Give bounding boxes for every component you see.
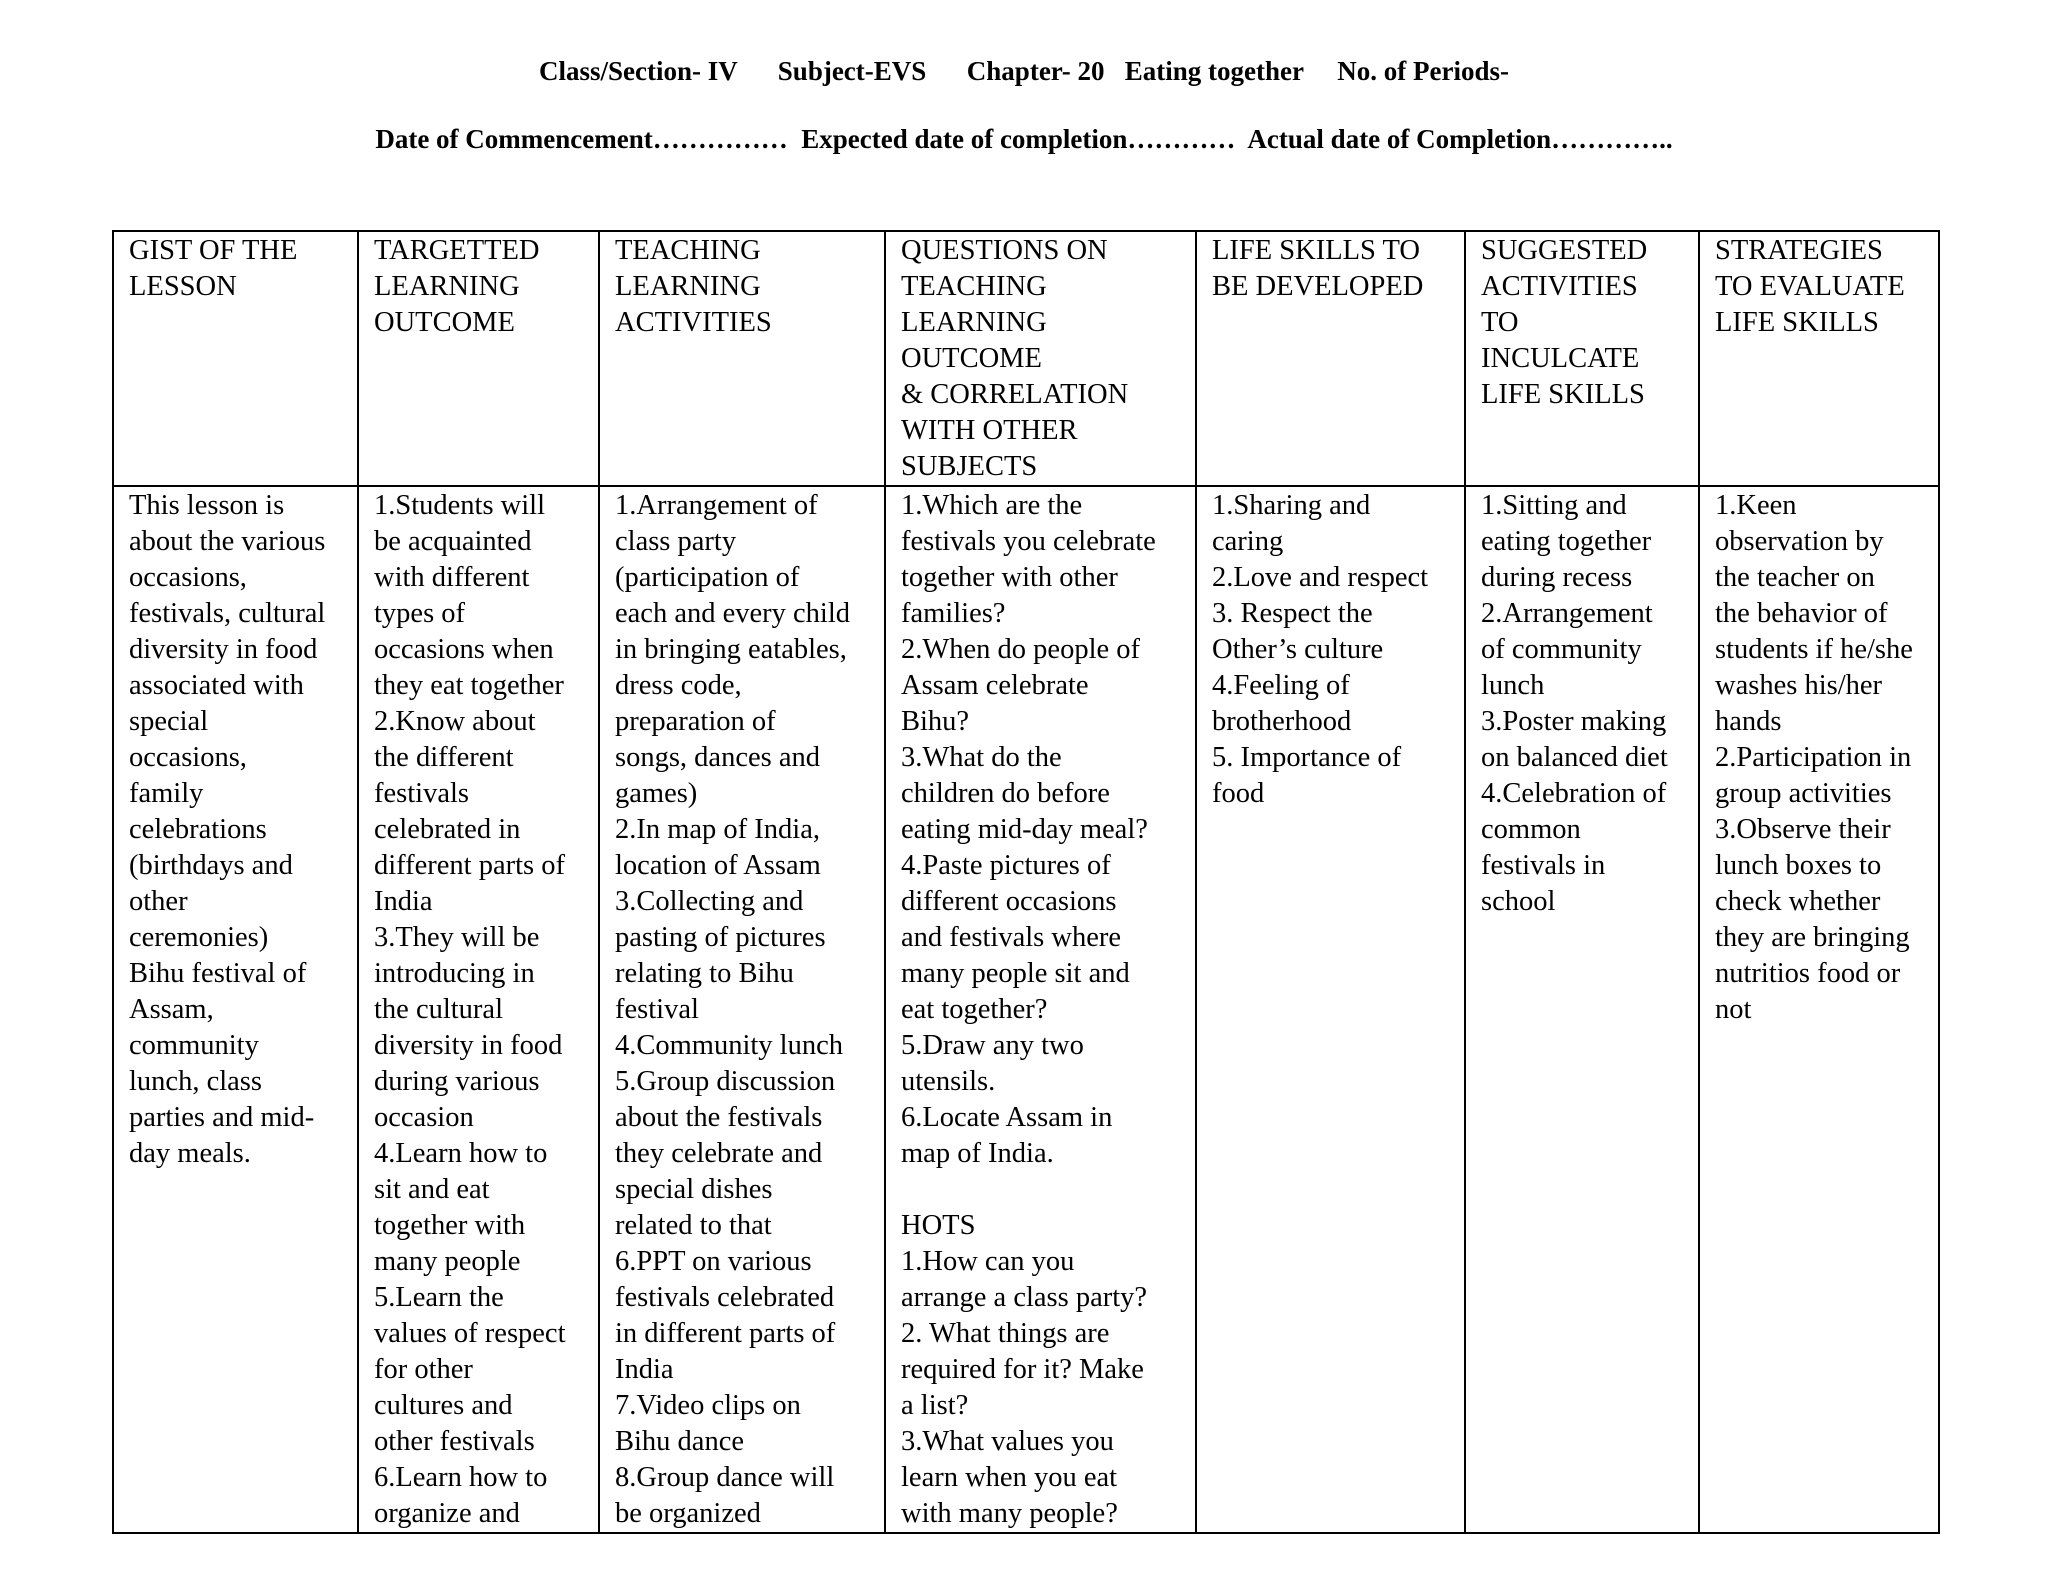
cell-text-line: many people sit and [901,958,1130,989]
cell-text-line: group activities [1715,778,1892,809]
cell-text-line: LEARNING [615,271,761,302]
cell-text-line: TARGETTED [374,235,540,266]
cell-text-line: they celebrate and [615,1138,823,1169]
cell-text-line: TEACHING [901,271,1047,302]
cell-text-line: 6.Learn how to [374,1462,548,1493]
cell-text-line: children do before [901,778,1110,809]
cell-text-line: OUTCOME [901,343,1042,374]
cell-learning-outcome [358,486,599,1533]
cell-text-line: occasions, [129,562,247,593]
cell-text-line: 6.PPT on various [615,1246,812,1277]
cell-text-line: types of [374,598,466,629]
cell-text-line: with different [374,562,530,593]
lesson-plan-table [112,230,1940,1534]
cell-text-line: celebrated in [374,814,521,845]
cell-text-line: 2.When do people of [901,634,1141,665]
cell-text-line: be acquainted [374,526,532,557]
cell-text-line: LIFE SKILLS [1715,307,1879,338]
cell-text-line: 2.Participation in [1715,742,1912,773]
document-header-line-2: Date of Commencement…………… Expected date of completion………… Actual date of Completion………….. [375,124,1673,154]
cell-text-line: eating mid-day meal? [901,814,1148,845]
cell-text-line: with many people? [901,1498,1118,1529]
cell-text-line: the cultural [374,994,503,1025]
cell-text-line: 4.Celebration of [1481,778,1667,809]
cell-text-line: together with [374,1210,526,1241]
cell-text-line: 3.What do the [901,742,1062,773]
cell-text-line: 7.Video clips on [615,1390,801,1421]
cell-suggested-activities [1465,486,1699,1533]
cell-text-line: many people [374,1246,521,1277]
cell-text-line: occasions when [374,634,554,665]
cell-text-line: about the various [129,526,326,557]
cell-text-line: 3.What values you [901,1426,1114,1457]
cell-text-line: 1.Arrangement of [615,490,818,521]
cell-text-line: associated with [129,670,304,701]
cell-text-line: festival [615,994,699,1025]
cell-text-line: for other [374,1354,473,1385]
cell-text-line: common [1481,814,1581,845]
cell-text-line: 2.Arrangement [1481,598,1653,629]
cell-text-line: lunch boxes to [1715,850,1882,881]
cell-text-line: location of Assam [615,850,821,881]
cell-text-line: LEARNING [374,271,520,302]
cell-text-line: 1.How can you [901,1246,1075,1277]
cell-text-line: occasion [374,1102,474,1133]
cell-text-line: OUTCOME [374,307,515,338]
cell-text-line: QUESTIONS ON [901,235,1108,266]
cell-text-line: class party [615,526,737,557]
header-teaching-learning-activities [599,231,885,486]
cell-text-line: during recess [1481,562,1633,593]
cell-text-line: India [374,886,433,917]
cell-text-line: other [129,886,188,917]
cell-text-line: TEACHING [615,235,761,266]
cell-text-line: BE DEVELOPED [1212,271,1424,302]
cell-text-line: LIFE SKILLS [1481,379,1645,410]
cell-text-line: 3.Poster making [1481,706,1667,737]
cell-text-line: SUGGESTED [1481,235,1648,266]
header-suggested-activities [1465,231,1699,486]
cell-text-line: community [129,1030,259,1061]
header-gist-of-lesson [113,231,358,486]
cell-text-line: map of India. [901,1138,1054,1169]
cell-gist-of-lesson [113,486,358,1533]
header-evaluation-strategies [1699,231,1939,486]
cell-text-line: 1.Sharing and [1212,490,1371,521]
cell-text-line: Other’s culture [1212,634,1384,665]
cell-text-line: other festivals [374,1426,535,1457]
cell-text-line: during various [374,1066,540,1097]
cell-text-line: nutritios food or [1715,958,1901,989]
document-header-line-1: Class/Section- IV Subject-EVS Chapter- 20 Eating together No. of Periods- [539,56,1509,86]
cell-text-line: arrange a class party? [901,1282,1148,1313]
cell-text-line: 6.Locate Assam in [901,1102,1113,1133]
cell-text-line: on balanced diet [1481,742,1668,773]
cell-text-line: caring [1212,526,1284,557]
cell-text-line: in different parts of [615,1318,836,1349]
cell-text-line: 3. Respect the [1212,598,1373,629]
cell-text-line: dress code, [615,670,742,701]
cell-text-line: in bringing eatables, [615,634,847,665]
cell-text-line: each and every child [615,598,850,629]
cell-text-line: celebrations [129,814,267,845]
cell-questions [885,486,1196,1533]
cell-text-line: together with other [901,562,1118,593]
cell-text-line: the behavior of [1715,598,1888,629]
cell-text-line: required for it? Make [901,1354,1144,1385]
cell-text-line: 1.Students will [374,490,546,521]
cell-text-line: 2.Love and respect [1212,562,1429,593]
cell-evaluation-strategies [1699,486,1939,1533]
cell-text-line: 1.Which are the [901,490,1083,521]
cell-text-line: festivals in [1481,850,1606,881]
cell-text-line: the teacher on [1715,562,1875,593]
cell-text-line: diversity in food [129,634,318,665]
cell-text-line: a list? [901,1390,969,1421]
cell-text-line: of community [1481,634,1642,665]
cell-text-line: India [615,1354,674,1385]
cell-text-line: Assam, [129,994,214,1025]
cell-text-line: eating together [1481,526,1652,557]
cell-text-line: GIST OF THE [129,235,298,266]
cell-text-line: LEARNING [901,307,1047,338]
cell-text-line: different parts of [374,850,565,881]
cell-text-line: Bihu? [901,706,970,737]
cell-text-line: 1.Keen [1715,490,1797,521]
cell-text-line: the different [374,742,514,773]
cell-text-line: festivals, cultural [129,598,326,629]
cell-teaching-activities [599,486,885,1533]
cell-text-line: learn when you eat [901,1462,1118,1493]
cell-text-line: family [129,778,204,809]
cell-text-line: washes his/her [1715,670,1883,701]
cell-text-line: they eat together [374,670,564,701]
cell-text-line [901,1172,1185,1208]
cell-text-line: 4.Community lunch [615,1030,843,1061]
cell-text-line: 3.Collecting and [615,886,804,917]
cell-text-line: parties and mid- [129,1102,315,1133]
cell-text-line: STRATEGIES [1715,235,1883,266]
cell-text-line: 4.Learn how to [374,1138,548,1169]
cell-text-line: pasting of pictures [615,922,826,953]
cell-text-line: 4.Feeling of [1212,670,1350,701]
cell-text-line: festivals [374,778,469,809]
cell-text-line: SUBJECTS [901,451,1038,482]
cell-text-line: students if he/she [1715,634,1913,665]
cell-text-line: WITH OTHER [901,415,1078,446]
cell-text-line: 5.Group discussion [615,1066,836,1097]
cell-text-line: Bihu festival of [129,958,307,989]
cell-text-line: 2.In map of India, [615,814,820,845]
cell-text-line: 2.Know about [374,706,536,737]
cell-text-line: special dishes [615,1174,773,1205]
cell-text-line: ceremonies) [129,922,269,953]
cell-text-line: check whether [1715,886,1881,917]
cell-text-line: 5.Draw any two [901,1030,1084,1061]
cell-text-line: food [1212,778,1265,809]
cell-text-line: 1.Sitting and [1481,490,1627,521]
cell-text-line: 2. What things are [901,1318,1110,1349]
cell-text-line: lunch [1481,670,1545,701]
cell-text-line: LIFE SKILLS TO [1212,235,1420,266]
cell-text-line: different occasions [901,886,1117,917]
cell-text-line: (participation of [615,562,800,593]
cell-text-line: and festivals where [901,922,1121,953]
cell-text-line: about the festivals [615,1102,823,1133]
cell-text-line: 4.Paste pictures of [901,850,1111,881]
cell-text-line: observation by [1715,526,1884,557]
cell-text-line: values of respect [374,1318,566,1349]
cell-text-line: ACTIVITIES [1481,271,1638,302]
cell-text-line: 8.Group dance will [615,1462,835,1493]
cell-text-line: families? [901,598,1006,629]
cell-text-line: relating to Bihu [615,958,794,989]
cell-life-skills [1196,486,1465,1533]
cell-text-line: hands [1715,706,1782,737]
cell-text-line: sit and eat [374,1174,490,1205]
cell-text-line: cultures and [374,1390,513,1421]
cell-text-line: related to that [615,1210,772,1241]
cell-text-line: occasions, [129,742,247,773]
cell-text-line: school [1481,886,1556,917]
cell-text-line: they are bringing [1715,922,1910,953]
cell-text-line: TO EVALUATE [1715,271,1905,302]
cell-text-line: & CORRELATION [901,379,1129,410]
cell-text-line: brotherhood [1212,706,1352,737]
header-targetted-learning-outcome [358,231,599,486]
cell-text-line: 5. Importance of [1212,742,1402,773]
cell-text-line: utensils. [901,1066,996,1097]
cell-text-line: introducing in [374,958,535,989]
cell-text-line: ACTIVITIES [615,307,772,338]
cell-text-line: LESSON [129,271,237,302]
cell-text-line: Bihu dance [615,1426,745,1457]
cell-text-line: organize and [374,1498,520,1529]
cell-text-line: lunch, class [129,1066,262,1097]
cell-text-line: special [129,706,209,737]
cell-text-line: HOTS [901,1210,976,1241]
table-row [113,486,1939,1533]
table-header-row [113,231,1939,486]
cell-text-line: games) [615,778,698,809]
cell-text-line: festivals celebrated [615,1282,835,1313]
cell-text-line: songs, dances and [615,742,820,773]
cell-text-line: This lesson is [129,490,285,521]
cell-text-line: preparation of [615,706,776,737]
cell-text-line: 3.Observe their [1715,814,1891,845]
cell-text-line: not [1715,994,1752,1025]
cell-text-line: festivals you celebrate [901,526,1156,557]
cell-text-line: TO [1481,307,1519,338]
cell-text-line: INCULCATE [1481,343,1640,374]
cell-text-line: eat together? [901,994,1048,1025]
header-life-skills [1196,231,1465,486]
cell-text-line: (birthdays and [129,850,293,881]
cell-text-line: diversity in food [374,1030,563,1061]
cell-text-line: be organized [615,1498,761,1529]
cell-text-line: 3.They will be [374,922,540,953]
cell-text-line: Assam celebrate [901,670,1089,701]
cell-text-line: 5.Learn the [374,1282,504,1313]
header-questions-correlation [885,231,1196,486]
cell-text-line: day meals. [129,1138,251,1169]
